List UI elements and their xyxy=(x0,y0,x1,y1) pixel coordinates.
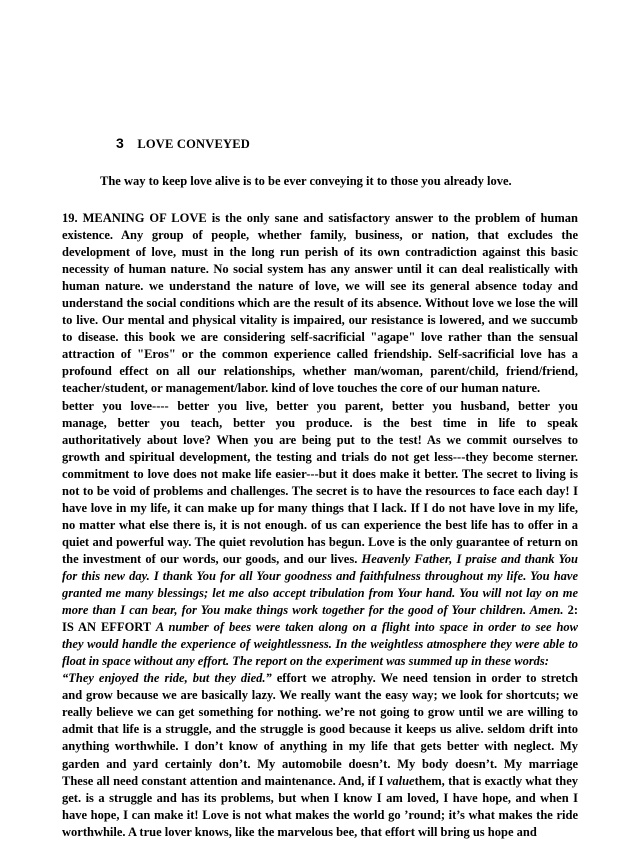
body-line xyxy=(62,807,578,824)
body-line xyxy=(62,398,578,415)
body-line-text: to disease. this book we are considering self-sacrificial "agape" love rather than the sensual xyxy=(62,330,578,345)
body-line xyxy=(62,261,578,278)
body-line-text: admit that life is a struggle, and the struggle is good because it keeps us alive. seldom drift into xyxy=(62,722,578,737)
body-line-text: necessity of human nature. No social system has any answer until it can deal realistically with xyxy=(62,262,578,277)
body-line xyxy=(62,619,578,636)
body-line-text: have hope, I can make it! Love is not what makes the world go ’round; it’s what makes the ride xyxy=(62,807,578,822)
body-line xyxy=(62,773,578,790)
chapter-title: LOVE CONVEYED xyxy=(137,137,251,151)
body-line xyxy=(62,210,578,227)
body-line-text: worthwhile. A true lover knows, like the marvelous bee, that effort will bring us hope and xyxy=(62,824,537,839)
body-line-italic: granted me many blessings; let me also accept tribulation from Your hand. You will not lay on me xyxy=(62,586,578,601)
body-line-text: better you love---- better you live, better you parent, better you husband, better you xyxy=(62,398,578,413)
body-line-text: profound effect on all our relationships, whether man/woman, parent/child, friend/friend, xyxy=(62,364,578,379)
body-line xyxy=(62,670,578,687)
body-line xyxy=(62,329,578,346)
body-line-text: authoritatively about love? When you are being put to the test! As we commit ourselves to xyxy=(62,432,578,447)
body-line xyxy=(62,704,578,721)
body-line xyxy=(62,415,578,432)
body-line xyxy=(62,380,578,397)
body-line xyxy=(62,824,578,841)
body-line-text: and grow because we are basically lazy. We really want the easy way; we look for shortcuts; we xyxy=(62,688,578,703)
body-line-text: understand the social conditions which are the result of its absence. Without love we lose the will xyxy=(62,296,578,311)
body-line xyxy=(62,295,578,312)
body-line-text: growth and spiritual development, the testing and trials do not get less---they become sterner. xyxy=(62,449,578,464)
body-line-text: attraction of "Eros" or the common experience called friendship. Self-sacrificial love has a xyxy=(62,347,578,362)
body-line xyxy=(62,432,578,449)
body-line-text: These all need constant attention and maintenance. And, if I xyxy=(62,773,387,788)
body-line-text: have love in my life, it can make up for many things that I lack. If I do not have love in my life, xyxy=(62,500,578,515)
body-line-text-tail: 2: xyxy=(563,603,578,618)
body-line-italic: A number of bees were taken along on a flight into space in order to see how xyxy=(155,620,578,635)
body-line-italic: Heavenly Father, I praise and thank You xyxy=(361,551,578,566)
body-text xyxy=(62,210,578,841)
body-line-text-tail: them, that is exactly what they xyxy=(414,773,578,788)
body-line xyxy=(62,653,578,670)
body-line xyxy=(62,363,578,380)
body-line-text: manage, better you teach, better you produce. is the best time in life to speak xyxy=(62,415,578,430)
body-line-italic: float in space without any effort. The report on the experiment was summed up in these words: xyxy=(62,654,549,669)
body-line xyxy=(62,517,578,534)
body-line xyxy=(62,721,578,738)
body-line xyxy=(62,756,578,773)
body-line-text: development of love, must in the long run perish of its own contradiction against this basic xyxy=(62,245,578,260)
body-line xyxy=(62,466,578,483)
body-line-text: 19. MEANING OF LOVE is the only sane and satisfactory answer to the problem of human xyxy=(62,211,578,225)
chapter-number: 3 xyxy=(116,135,124,151)
body-line-text: not to be void of problems and challenges. The secret is to have the resources to face each day! I xyxy=(62,483,578,498)
body-line xyxy=(62,534,578,551)
body-line-text: commitment to love does not make life easier---but it does make it better. The secret to living is xyxy=(62,466,578,481)
body-line-italic: they would handle the experience of weightlessness. In the weightless atmosphere they were able to xyxy=(62,637,578,652)
body-line xyxy=(62,738,578,755)
body-line-text-tail: effort we atrophy. We need tension in order to stretch xyxy=(271,671,578,686)
chapter-heading xyxy=(116,135,250,152)
body-line xyxy=(62,602,578,619)
body-line-text: anything worthwhile. I don’t know of anything in my life that gets better with neglect. My xyxy=(62,739,578,754)
body-line xyxy=(62,346,578,363)
body-line-italic: “They enjoyed the ride, but they died.” xyxy=(62,671,272,686)
body-line xyxy=(62,312,578,329)
body-line-italic: more than I can bear, for You make things work together for the good of Your children. Amen. xyxy=(62,603,564,618)
body-line xyxy=(62,483,578,500)
body-line-text: to live. Our mental and physical vitality is impaired, our resistance is lowered, and we succumb xyxy=(62,313,578,328)
body-line-text: garden and yard certainly don’t. My automobile doesn’t. My body doesn’t. My marriage xyxy=(62,756,578,771)
body-line xyxy=(62,551,578,568)
body-line xyxy=(62,687,578,704)
body-line-text: quiet and powerful way. The quiet revolution has begun. Love is the only guarantee of return on xyxy=(62,534,578,549)
body-line xyxy=(62,449,578,466)
body-line-text: teacher/student, or management/labor. kind of love touches the core of our human nature. xyxy=(62,381,541,396)
body-line-text: human nature. we understand the nature of love, we will see its general absence today and xyxy=(62,279,578,294)
body-line xyxy=(62,244,578,261)
chapter-epigraph: The way to keep love alive is to be ever conveying it to those you already love. xyxy=(100,174,512,188)
body-line xyxy=(62,500,578,517)
body-line xyxy=(62,585,578,602)
body-line xyxy=(62,278,578,295)
body-line xyxy=(62,227,578,244)
body-line-text: existence. Any group of people, whether family, business, or nation, that excludes the xyxy=(62,228,578,243)
body-line-text: get. is a struggle and has its problems, but when I know I am loved, I have hope, and when I xyxy=(62,790,578,805)
body-line xyxy=(62,790,578,807)
body-line xyxy=(62,568,578,585)
body-line-text: really believe we can get something for nothing. we’re not going to grow until we are willing to xyxy=(62,705,578,720)
body-line-text: IS AN EFFORT xyxy=(62,620,156,635)
body-line-text: the investment of our words, our goods, and our lives. xyxy=(62,551,362,566)
body-line-text: no matter what else there is, it is not enough. of us can experience the best life has to offer in a xyxy=(62,517,578,532)
body-line-italic: value xyxy=(386,773,415,788)
body-line xyxy=(62,636,578,653)
body-line-italic: for this new day. I thank You for all Your goodness and faithfulness throughout my life. You have xyxy=(62,568,578,583)
